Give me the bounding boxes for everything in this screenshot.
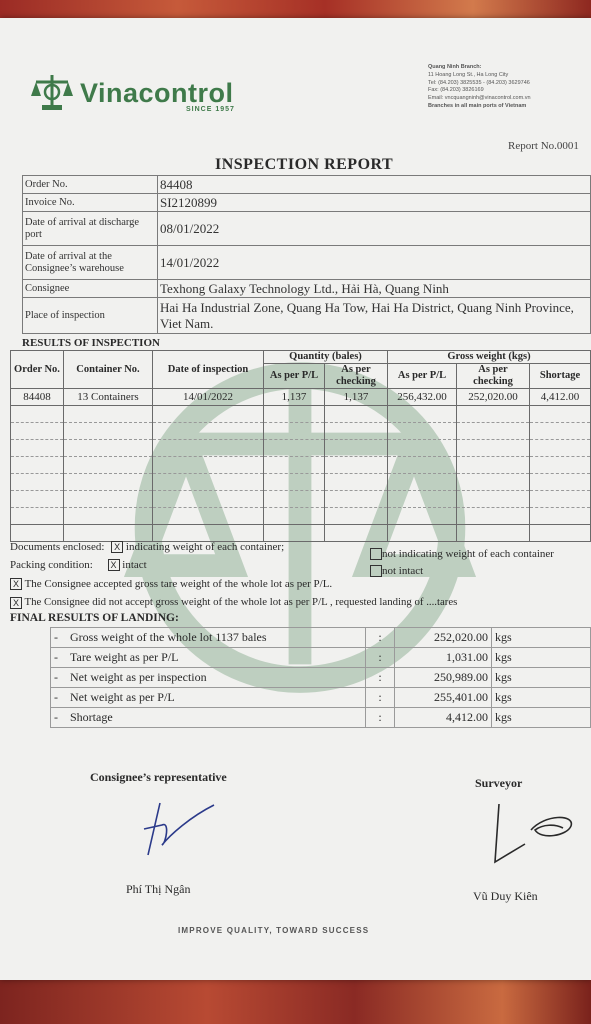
footer-slogan: IMPROVE QUALITY, TOWARD SUCCESS	[178, 926, 370, 935]
info-label: Invoice No.	[23, 194, 158, 212]
final-colon: :	[366, 688, 395, 708]
final-unit: kgs	[492, 708, 591, 728]
final-unit: kgs	[492, 688, 591, 708]
results-table	[10, 350, 591, 542]
info-value: 14/01/2022	[158, 246, 591, 280]
col-gw-pl: As per P/L	[388, 364, 457, 389]
final-unit: kgs	[492, 628, 591, 648]
info-value: Hai Ha Industrial Zone, Quang Ha Tow, Hai Ha District, Quang Ninh Province, Viet Nam.	[158, 298, 591, 334]
info-row	[23, 212, 591, 246]
not-accepted-checkbox[interactable]: X	[10, 597, 22, 609]
branch-address: Quang Ninh Branch: 11 Hoang Long St., Ha Long City Tel: (84.203) 3825535 - (84.203) 3629746 Fax: (84.203) 3826169 Email: vncquangninh@vinacontrol.com.vn Branches in all main ports of Vietnam	[428, 64, 531, 109]
accepted-line	[10, 578, 332, 590]
final-label: - Shortage	[51, 708, 366, 728]
info-label: Place of inspection	[23, 298, 158, 334]
info-label: Date of arrival at discharge port	[23, 212, 158, 246]
empty-row	[11, 491, 591, 508]
cell-qty-checking: 1,137	[325, 389, 388, 406]
cell-gw-pl: 256,432.00	[388, 389, 457, 406]
packing-label: Packing condition:	[10, 559, 93, 571]
final-colon: :	[366, 628, 395, 648]
table-row	[51, 668, 591, 688]
table-row	[51, 708, 591, 728]
info-row	[23, 298, 591, 334]
col-gw-checking: As per checking	[457, 364, 530, 389]
empty-row	[11, 440, 591, 457]
final-value: 252,020.00	[395, 628, 492, 648]
background-fabric-bottom	[0, 975, 591, 1024]
packing-alt-line	[370, 565, 423, 577]
info-label: Order No.	[23, 176, 158, 194]
final-label: - Gross weight of the whole lot 1137 bales	[51, 628, 366, 648]
col-container-no: Container No.	[64, 351, 153, 389]
surveyor-name: Vũ Duy Kiên	[473, 889, 538, 903]
page-title: INSPECTION REPORT	[215, 156, 394, 173]
final-results-table	[50, 627, 591, 728]
info-row	[23, 246, 591, 280]
not-accepted-text: The Consignee did not accept gross weight of the whole lot as per P/L , requested landing of ....tares	[24, 596, 458, 608]
info-row	[23, 194, 591, 212]
accepted-checkbox[interactable]: X	[10, 578, 22, 590]
final-results-heading: FINAL RESULTS OF LANDING:	[10, 612, 179, 624]
packing-line	[10, 559, 147, 571]
col-date-of-inspection: Date of inspection	[153, 351, 264, 389]
documents-checked-text: indicating weight of each container;	[125, 541, 285, 553]
info-table	[22, 175, 591, 334]
final-value: 4,412.00	[395, 708, 492, 728]
final-colon: :	[366, 648, 395, 668]
cell-gw-checking: 252,020.00	[457, 389, 530, 406]
col-qty-checking: As per checking	[325, 364, 388, 389]
documents-unchecked-text: not indicating weight of each container	[382, 548, 554, 560]
final-colon: :	[366, 708, 395, 728]
info-value: Texhong Galaxy Technology Ltd., Hải Hà, Quang Ninh	[158, 280, 591, 298]
results-header-row	[11, 351, 591, 364]
info-row	[23, 280, 591, 298]
surveyor-label: Surveyor	[475, 776, 523, 790]
report-number: Report No.0001	[508, 140, 579, 152]
info-value: 84408	[158, 176, 591, 194]
info-row	[23, 176, 591, 194]
consignee-signature-icon	[140, 795, 220, 865]
vinacontrol-scale-logo-icon	[30, 72, 74, 112]
final-unit: kgs	[492, 668, 591, 688]
documents-checkbox-unchecked[interactable]	[370, 548, 382, 560]
info-value: SI2120899	[158, 194, 591, 212]
final-label: - Tare weight as per P/L	[51, 648, 366, 668]
consignee-name: Phí Thị Ngân	[126, 882, 191, 896]
consignee-representative-label: Consignee’s representative	[90, 770, 227, 784]
packing-checkbox-checked[interactable]: X	[108, 559, 120, 571]
cell-shortage: 4,412.00	[530, 389, 591, 406]
results-heading: RESULTS OF INSPECTION	[22, 337, 160, 349]
col-qty-pl: As per P/L	[264, 364, 325, 389]
table-row	[11, 389, 591, 406]
empty-row	[11, 423, 591, 440]
empty-row	[11, 508, 591, 525]
surveyor-signature-icon	[485, 800, 585, 870]
empty-row	[11, 474, 591, 491]
info-label: Date of arrival at the Consignee’s warehouse	[23, 246, 158, 280]
accepted-text: The Consignee accepted gross tare weight of the whole lot as per P/L.	[24, 578, 333, 590]
info-value: 08/01/2022	[158, 212, 591, 246]
final-value: 1,031.00	[395, 648, 492, 668]
col-gross-weight-group: Gross weight (kgs)	[388, 351, 591, 364]
cell-qty-pl: 1,137	[264, 389, 325, 406]
brand-since: SINCE 1957	[186, 106, 235, 113]
info-label: Consignee	[23, 280, 158, 298]
table-row	[51, 648, 591, 668]
brand-name: Vinacontrol	[80, 78, 234, 108]
packing-unchecked-text: not intact	[382, 565, 424, 577]
empty-row	[11, 406, 591, 423]
cell-container-no: 13 Containers	[64, 389, 153, 406]
empty-row	[11, 525, 591, 542]
documents-alt-line	[370, 548, 554, 560]
final-label: - Net weight as per inspection	[51, 668, 366, 688]
packing-checkbox-unchecked[interactable]	[370, 565, 382, 577]
col-order-no: Order No.	[11, 351, 64, 389]
documents-checkbox-checked[interactable]: X	[111, 541, 123, 553]
col-shortage: Shortage	[530, 364, 591, 389]
empty-row	[11, 457, 591, 474]
cell-date: 14/01/2022	[153, 389, 264, 406]
table-row	[51, 688, 591, 708]
documents-line	[10, 541, 284, 553]
final-value: 250,989.00	[395, 668, 492, 688]
final-colon: :	[366, 668, 395, 688]
col-quantity-group: Quantity (bales)	[264, 351, 388, 364]
final-label: - Net weight as per P/L	[51, 688, 366, 708]
documents-label: Documents enclosed:	[10, 541, 105, 553]
packing-checked-text: intact	[122, 559, 147, 571]
final-unit: kgs	[492, 648, 591, 668]
final-value: 255,401.00	[395, 688, 492, 708]
cell-order-no: 84408	[11, 389, 64, 406]
table-row	[51, 628, 591, 648]
not-accepted-line	[10, 596, 457, 609]
